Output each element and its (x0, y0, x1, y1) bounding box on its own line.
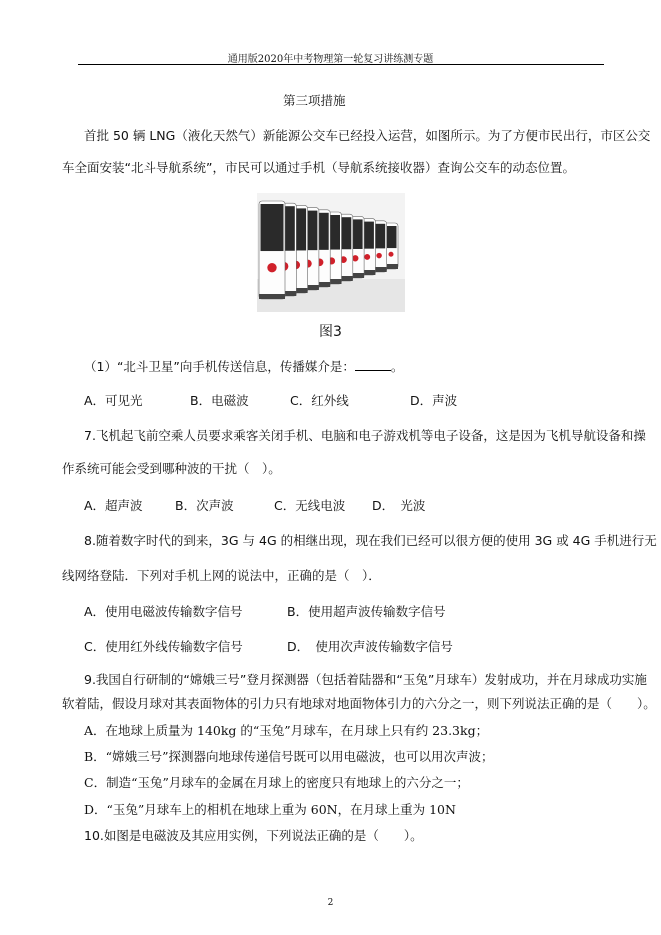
page-number: 2 (327, 898, 334, 908)
q10-stem: 10.如图是电磁波及其应用实例，下列说法正确的是（ ）。 (84, 828, 423, 843)
intro-line-2: 车全面安装“北斗导航系统”，市民可以通过手机（导航系统接收器）查询公交车的动态位置。 (62, 160, 575, 175)
q7-option-c: C．无线电波 (274, 498, 346, 513)
q6-option-a: A．可见光 (84, 393, 143, 408)
q9-line-1: 9.我国自行研制的“嫦娥三号”登月探测器（包括着陆器和“玉兔”月球车）发射成功，并在月球成功实施 (84, 672, 647, 687)
page-header: 通用版2020年中考物理第一轮复习讲练测专题 (227, 54, 434, 65)
answer-blank (355, 359, 391, 371)
q6-stem (84, 357, 403, 375)
q8-option-c: C．使用红外线传输数字信号 (84, 639, 243, 654)
header-divider (78, 64, 604, 65)
q6-option-c: C．红外线 (290, 393, 349, 408)
q6-stem-text: （1）“北斗卫星”向手机传送信息，传播媒介是： (84, 359, 355, 374)
q7-option-a: A．超声波 (84, 498, 143, 513)
q9-option-d: D．“玉兔”月球车上的相机在地球上重为 60N，在月球上重为 10N (84, 802, 456, 817)
q9-option-b: B．“嫦娥三号”探测器向地球传递信号既可以用电磁波，也可以用次声波； (84, 749, 494, 764)
bus-photo-illustration (257, 193, 405, 312)
q9-option-c: C．制造“玉兔”月球车的金属在月球上的密度只有地球上的六分之一； (84, 775, 469, 790)
q9-option-a: A．在地球上质量为 140kg 的“玉兔”月球车，在月球上只有约 23.3kg； (84, 723, 489, 738)
q6-stem-end: 。 (390, 359, 404, 374)
figure-caption: 图3 (319, 324, 342, 340)
q7-option-d: D． 光波 (372, 498, 426, 513)
q8-option-b: B．使用超声波传输数字信号 (287, 604, 446, 619)
bus (259, 201, 285, 299)
q6-option-d: D．声波 (410, 393, 458, 408)
q7-line-1: 7.飞机起飞前空乘人员要求乘客关闭手机、电脑和电子游戏机等电子设备，这是因为飞机导航设备和操 (84, 428, 646, 443)
bus-photo (257, 193, 405, 312)
q8-line-2: 线网络登陆．下列对手机上网的说法中，正确的是（ ）． (62, 568, 381, 583)
q7-line-2: 作系统可能会受到哪种波的干扰（ ）。 (62, 461, 281, 476)
q8-option-d: D． 使用次声波传输数字信号 (287, 639, 453, 654)
q7-option-b: B．次声波 (175, 498, 234, 513)
q9-line-2: 软着陆，假设月球对其表面物体的引力只有地球对地面物体引力的六分之一，则下列说法正确的是（ ）。 (62, 696, 656, 711)
intro-line-1: 首批 50 辆 LNG（液化天然气）新能源公交车已经投入运营，如图所示。为了方便市民出行，市区公交 (84, 128, 651, 143)
q8-option-a: A．使用电磁波传输数字信号 (84, 604, 243, 619)
section-title: 第三项措施 (283, 93, 346, 108)
q8-line-1: 8.随着数字时代的到来，3G 与 4G 的相继出现，现在我们已经可以很方便的使用 3G 或 4G 手机进行无 (84, 533, 657, 548)
q6-option-b: B．电磁波 (190, 393, 249, 408)
